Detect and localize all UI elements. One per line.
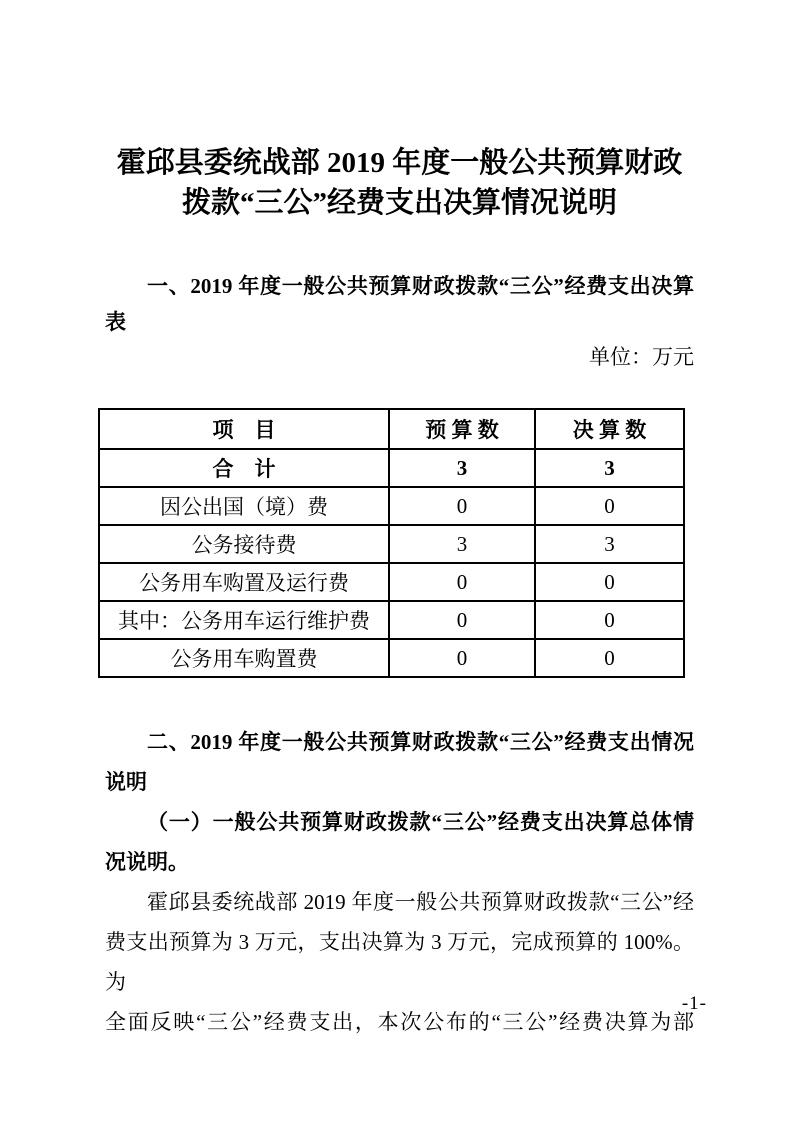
page-number: -1- xyxy=(681,993,707,1014)
table-row-total xyxy=(99,449,684,487)
section2 xyxy=(105,722,694,1042)
row-budget-value: 0 xyxy=(389,487,535,525)
header-final: 决 算 数 xyxy=(535,409,684,449)
row-label: 其中：公务用车运行维护费 xyxy=(99,601,389,639)
row-budget-value: 0 xyxy=(389,639,535,677)
row-final-value: 3 xyxy=(535,525,684,563)
section2-subheading-line-2: 况说明。 xyxy=(105,850,189,874)
row-final-value: 0 xyxy=(535,639,684,677)
table-row-abroad xyxy=(99,487,684,525)
table-row-vehicle-total xyxy=(99,563,684,601)
section1-heading-line-1: 一、2019 年度一般公共预算财政拨款“三公”经费支出决算 xyxy=(147,274,694,298)
unit-label: 单位：万元 xyxy=(589,345,694,369)
row-budget-value: 3 xyxy=(389,449,535,487)
row-label: 公务用车购置费 xyxy=(99,639,389,677)
row-label: 因公出国（境）费 xyxy=(99,487,389,525)
paragraph-line-3: 全面反映“三公”经费支出，本次公布的“三公”经费决算为部 xyxy=(105,1010,694,1034)
row-budget-value: 3 xyxy=(389,525,535,563)
row-budget-value: 0 xyxy=(389,601,535,639)
table-row-vehicle-operation xyxy=(99,601,684,639)
paragraph-line-2: 费支出预算为 3 万元，支出决算为 3 万元，完成预算的 100%。为 xyxy=(105,930,694,994)
table-row-reception xyxy=(99,525,684,563)
row-label: 合 计 xyxy=(99,449,389,487)
section1-heading-line-2: 表 xyxy=(105,310,126,334)
table-row-vehicle-purchase xyxy=(99,639,684,677)
header-item: 项 目 xyxy=(99,409,389,449)
row-final-value: 3 xyxy=(535,449,684,487)
row-budget-value: 0 xyxy=(389,563,535,601)
row-final-value: 0 xyxy=(535,487,684,525)
row-label: 公务用车购置及运行费 xyxy=(99,563,389,601)
row-final-value: 0 xyxy=(535,601,684,639)
section2-subheading-line-1: （一）一般公共预算财政拨款“三公”经费支出决算总体情 xyxy=(147,810,694,834)
section1-heading xyxy=(105,268,694,340)
row-final-value: 0 xyxy=(535,563,684,601)
section2-heading-line-2: 说明 xyxy=(105,770,147,794)
row-label: 公务接待费 xyxy=(99,525,389,563)
expense-table xyxy=(98,408,685,678)
document-title xyxy=(105,143,694,223)
header-budget: 预 算 数 xyxy=(389,409,535,449)
table-header-row xyxy=(99,409,684,449)
paragraph-line-1: 霍邱县委统战部 2019 年度一般公共预算财政拨款“三公”经 xyxy=(147,890,694,914)
title-line-1: 霍邱县委统战部 2019 年度一般公共预算财政 xyxy=(116,147,683,179)
title-line-2: 拨款“三公”经费支出决算情况说明 xyxy=(181,187,617,219)
section2-heading-line-1: 二、2019 年度一般公共预算财政拨款“三公”经费支出情况 xyxy=(147,730,694,754)
